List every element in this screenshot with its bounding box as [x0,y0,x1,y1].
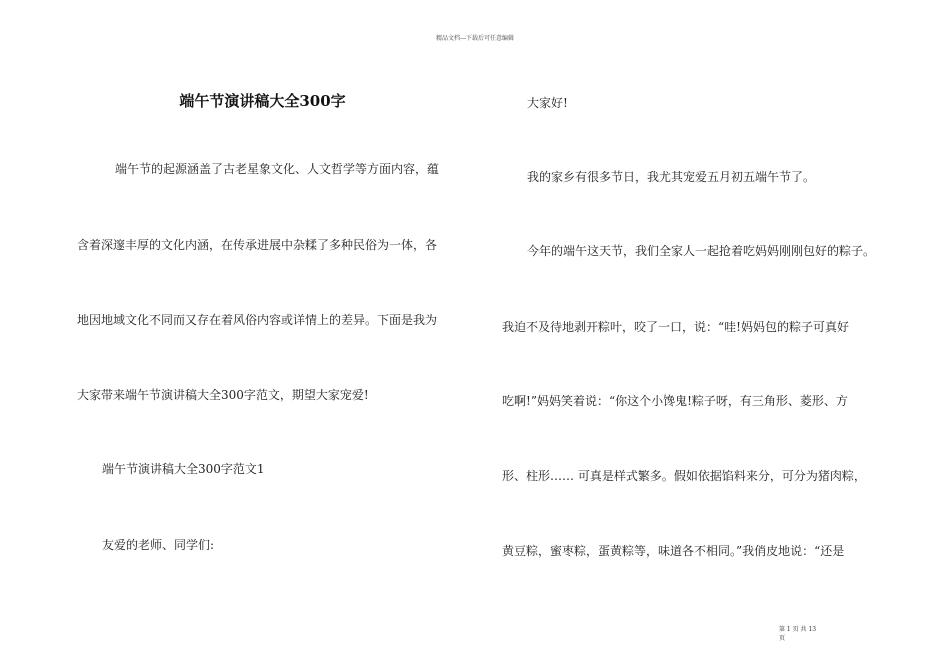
section-heading: 端午节演讲稿大全300字范文1 [102,462,265,476]
body-line: 我迫不及待地剥开粽叶，咬了一口，说：“哇!妈妈包的粽子可真好 [502,320,849,334]
page-indicator: 第 1 页 共 13 [779,626,817,633]
header-note: 精品文档---下载后可任意编辑 [435,35,515,42]
body-line: 大家好! [527,96,568,110]
body-line: 含着深邃丰厚的文化内涵，在传承进展中杂糅了多种民俗为一体，各 [77,238,438,252]
page-indicator-suffix: 页 [779,635,786,642]
body-line: 形、柱形…… 可真是样式繁多。假如依据馅料来分，可分为猪肉粽， [502,469,866,483]
body-line: 黄豆粽，蜜枣粽，蛋黄粽等，味道各不相同。”我俏皮地说：“还是 [502,544,845,558]
body-line: 吃啊!”妈妈笑着说：“你这个小馋鬼!粽子呀，有三角形、菱形、方 [502,394,848,408]
body-line: 端午节的起源涵盖了古老星象文化、人文哲学等方面内容，蕴 [115,162,440,176]
body-line: 地因地域文化不同而又存在着风俗内容或详情上的差异。下面是我为 [77,313,438,327]
body-line: 我的家乡有很多节日，我尤其宠爱五月初五端午节了。 [527,170,816,184]
document-title: 端午节演讲稿大全300字 [179,92,346,110]
body-line: 今年的端午这天节，我们全家人一起抢着吃妈妈刚刚包好的粽子。 [527,244,876,258]
salutation: 友爱的老师、同学们: [102,538,215,552]
body-line: 大家带来端午节演讲稿大全300字范文，期望大家宠爱! [77,388,369,402]
